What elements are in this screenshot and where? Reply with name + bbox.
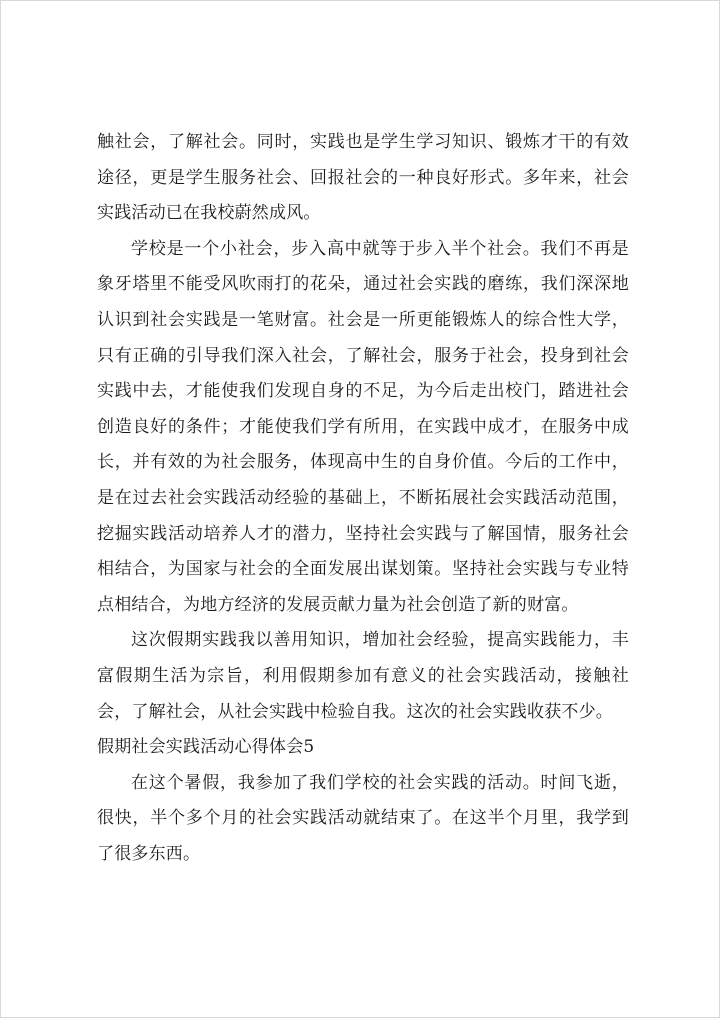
paragraph-4: 在这个暑假，我参加了我们学校的社会实践的活动。时间飞逝，很快，半个多个月的社会实践活动就结束了。在这半个月里，我学到了很多东西。 [97, 772, 629, 864]
paragraph-1: 触社会，了解社会。同时，实践也是学生学习知识、锻炼才干的有效途径，更是学生服务社会、回报社会的一种良好形式。多年来，社会实践活动已在我校蔚然成风。 [97, 132, 629, 224]
section-heading: 假期社会实践活动心得体会5 [97, 737, 315, 758]
document-body [97, 125, 629, 872]
paragraph-3: 这次假期实践我以善用知识，增加社会经验，提高实践能力，丰富假期生活为宗旨，利用假期参加有意义的社会实践活动，接触社会，了解社会，从社会实践中检验自我。这次的社会实践收获不少。 [97, 630, 629, 722]
paragraph-2: 学校是一个小社会，步入高中就等于步入半个社会。我们不再是象牙塔里不能受风吹雨打的花朵，通过社会实践的磨练，我们深深地认识到社会实践是一笔财富。社会是一所更能锻炼人的综合性大学，只有正确的引导我们深入社会，了解社会，服务于社会，投身到社会实践中去，才能使我们发现自身的不足，为今后走出校门，踏进社会创造良好的条件；才能使我们学有所用，在实践中成才，在服务中成长，并有效的为社会服务，体现高中生的自身价值。今后的工作中，是在过去社会实践活动经验的基础上，不断拓展社会实践活动范围，挖掘实践活动培养人才的潜力，坚持社会实践与了解国情，服务社会相结合，为国家与社会的全面发展出谋划策。坚持社会实践与专业特点相结合，为地方经济的发展贡献力量为社会创造了新的财富。 [97, 238, 629, 615]
